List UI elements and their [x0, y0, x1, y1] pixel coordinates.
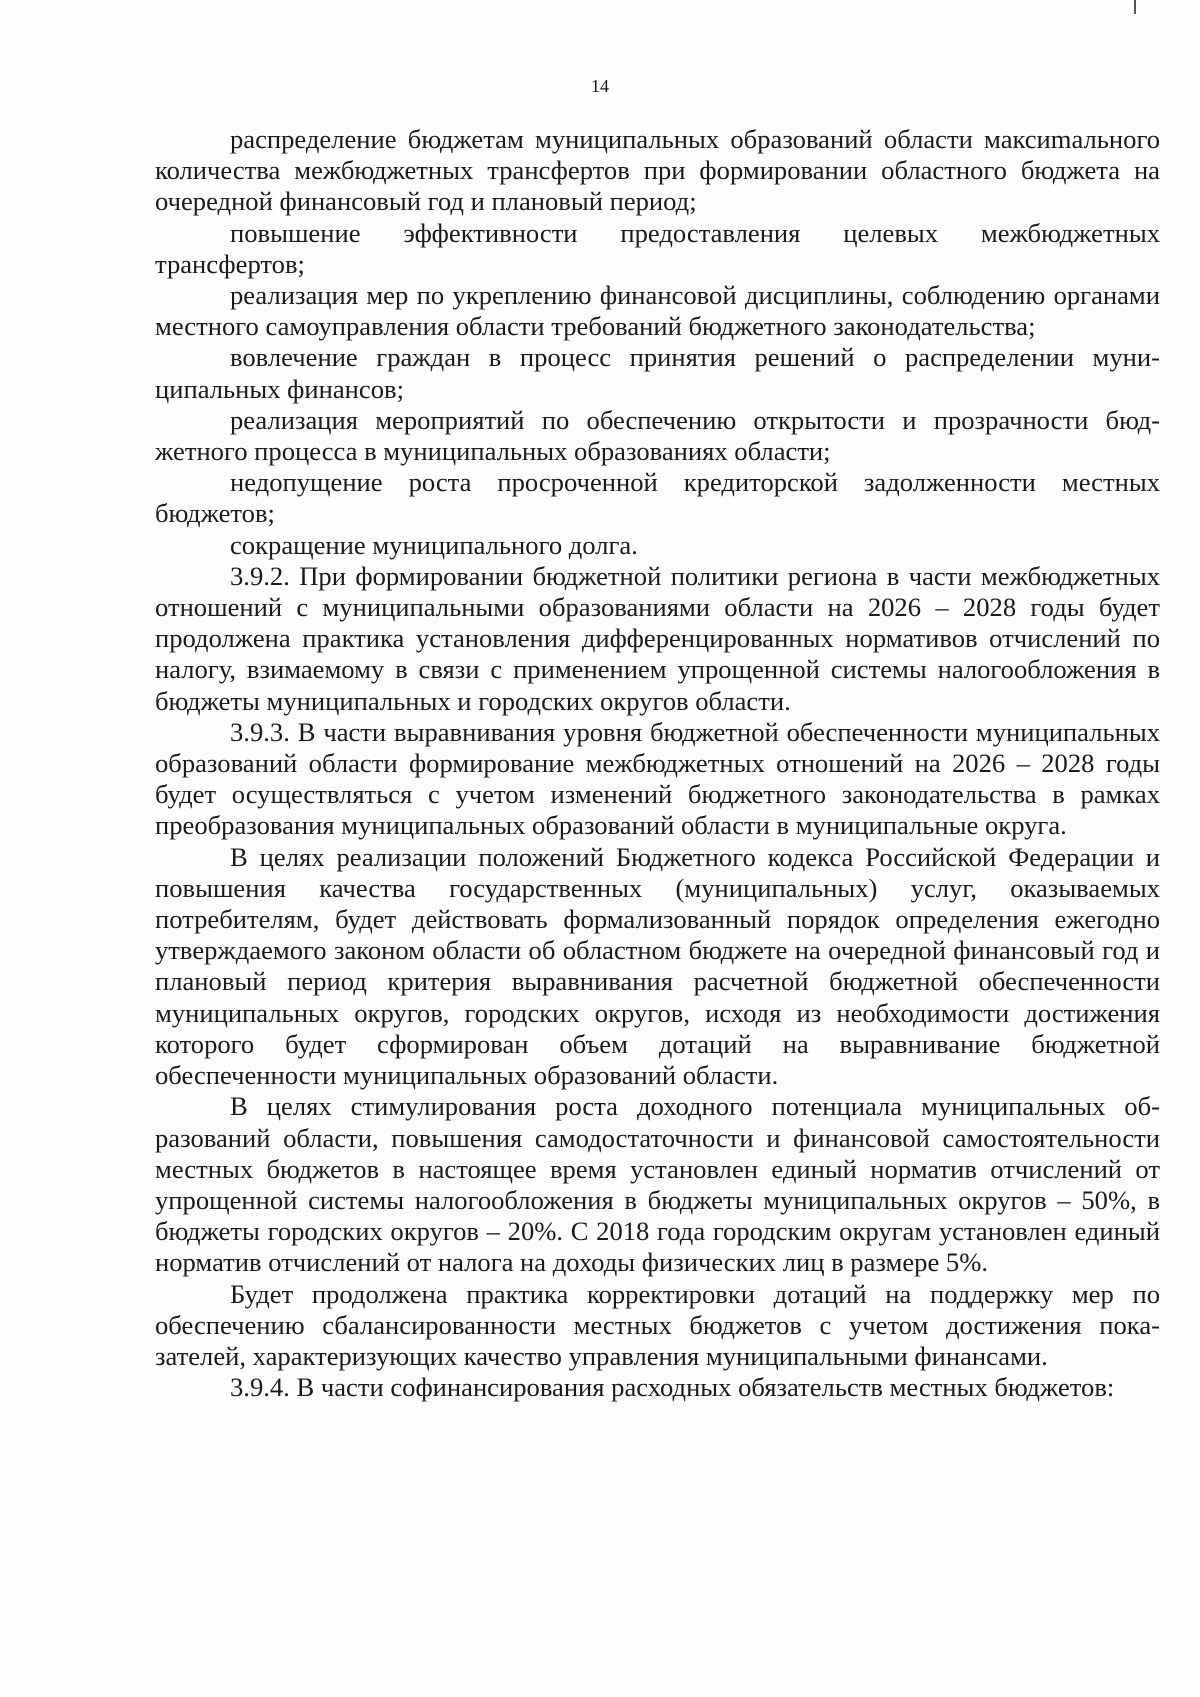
paragraph: реализация мер по укреплению финансовой дисциплины, соблюдению органами местного самоуправления области требований бюджетного законодательства; — [155, 280, 1160, 342]
paragraph: 3.9.3. В части выравнивания уровня бюджетной обеспеченности муниципальных образований области формирование межбюджетных отношений на 2026 – 2028 годы будет осуществляться с учетом изменений бюджетного законодательства в рамках преобразования муниципальных образований области в муниципальные округа. — [155, 716, 1160, 841]
paragraph: недопущение роста просроченной кредиторской задолженности местных бюджетов; — [155, 467, 1160, 529]
paragraph: распределение бюджетам муниципальных образований области максиmального количества межбюджетных трансфертов при формировании областного бюджета на очередной финансовый год и плановый период; — [155, 124, 1160, 217]
paragraph: 3.9.4. В части софинансирования расходных обязательств местных бюджетов: — [230, 1372, 1115, 1403]
paragraph: повышение эффективности предоставления целевых межбюджетных трансфертов; — [155, 217, 1160, 279]
paragraph: реализация мероприятий по обеспечению открытости и прозрачности бюджетного процесса в муниципальных образованиях области; — [155, 404, 1160, 467]
document-body — [155, 124, 1160, 1403]
paragraph: Будет продолжена практика корректировки дотаций на поддержку мер по обеспечению сбалансированности местных бюджетов с учетом достижения показателей, характеризующих качество управления муниципальными финансами. — [155, 1278, 1160, 1371]
paragraph: сокращение муниципального долга. — [230, 529, 638, 560]
paragraph: В целях реализации положений Бюджетного кодекса Российской Федерации и повышения качества государственных (муниципальных) услуг, оказываемых потребителям, будет действовать формализованный порядок определения ежегодно утверждаемого законом области об областном бюджете на очередной финансовый год и плановый период критерия выравнивания расчетной бюджетной обеспеченности муниципальных округов, городских округов, исходя из необходимости достижения которого будет сформирован объем дотаций на выравнивание бюджетной обеспеченности муниципальных образований области. — [155, 841, 1160, 1091]
paragraph: В целях стимулирования роста доходного потенциала муниципальных образований области, повышения самодостаточности и финансовой самостоятельности местных бюджетов в настоящее время установлен единый норматив отчислений от упрощенной системы налогообложения в бюджеты муниципальных округов – 50%, в бюджеты городских округов – 20%. С 2018 года городским округам установлен единый норматив отчислений от налога на доходы физических лиц в размере 5%. — [155, 1091, 1160, 1278]
paragraph: вовлечение граждан в процесс принятия решений о распределении муниципальных финансов; — [155, 342, 1160, 404]
paragraph: 3.9.2. При формировании бюджетной политики региона в части межбюджетных отношений с муниципальными образованиями области на 2026 – 2028 годы будет продолжена практика установления дифференцированных нормативов отчислений по налогу, взимаемому в связи с применением упрощенной системы налогообложения в бюджеты муниципальных и городских округов области. — [155, 560, 1160, 716]
page-number: 14 — [591, 76, 609, 96]
scan-mark — [1134, 0, 1136, 14]
